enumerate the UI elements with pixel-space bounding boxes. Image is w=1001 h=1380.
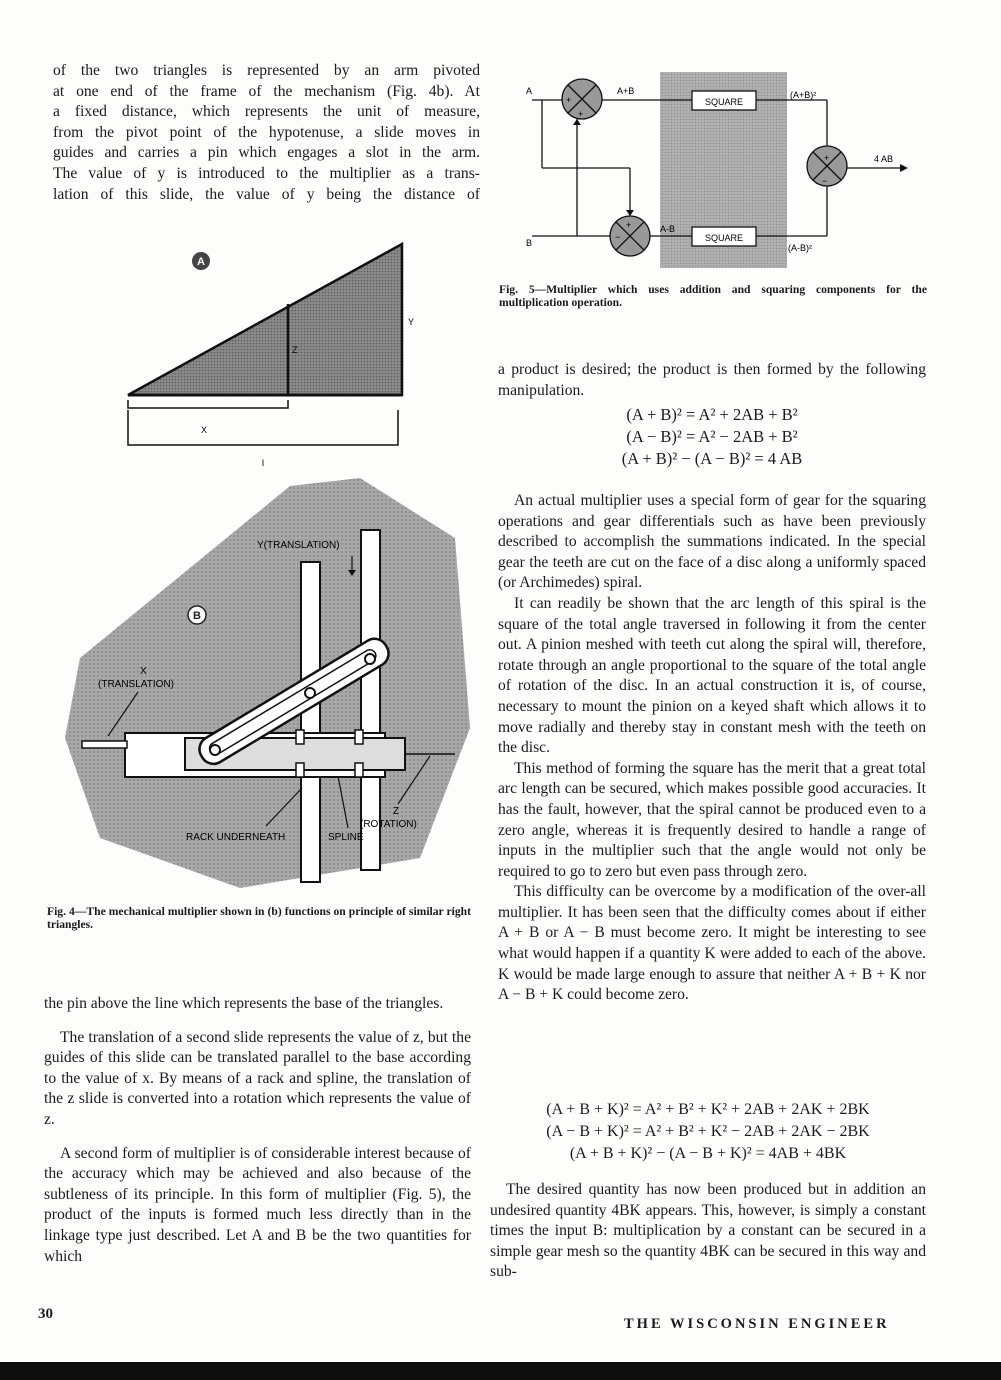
label-a-plus-b: A+B xyxy=(617,86,635,96)
label-rack: RACK UNDERNEATH xyxy=(186,832,286,843)
arrow-out xyxy=(900,164,908,172)
label-z: Z xyxy=(393,806,400,817)
equation: (A − B + K)² = A² + B² + K² − 2AB + 2AK − 2BK xyxy=(546,1123,870,1140)
label-out: 4 AB xyxy=(874,154,894,164)
brace-x xyxy=(128,400,288,408)
right-text-1 xyxy=(498,360,926,401)
arrowhead xyxy=(573,119,581,125)
text-line: from the pivot point of the hypotenuse, a slide moves in xyxy=(53,123,480,141)
figure-5 xyxy=(520,70,920,270)
left-bottom-text xyxy=(44,994,471,1267)
label-z-rotation: (ROTATION) xyxy=(360,819,417,830)
vertical-slide-left xyxy=(301,562,320,882)
arrowhead xyxy=(626,210,634,216)
label-spline: SPLINE xyxy=(328,832,364,843)
paragraph-translation: The translation of a second slide represents the value of z, but the guides of this slide can be translated parallel to the base according to the value of x. By means of a rack and spline, the translation of the z slide is converted into a rotation which represents the value of z. xyxy=(44,1028,471,1128)
label-b: B xyxy=(526,238,533,248)
paragraph-difficulty: This difficulty can be overcome by a modification of the over-all multiplier. It has been seen that the difficulty comes about if either A + B or A − B must become zero. It might be interesting to see what would happen if a quantity K were added to each of the above. K would be made large enough to assure that neither A + B + K nor A − B + K could become zero. xyxy=(498,883,926,1004)
label-z: Z xyxy=(292,345,298,355)
paragraph-method: This method of forming the square has the merit that a great total arc length can be secured, which makes possible good accuracies. It has the fault, however, that the spiral cannot be produced even to a zero angle, whereas it is frequently desired to handle a range of inputs in the multiplier such that the angle would not only be required to go to zero but even pass through zero. xyxy=(498,759,926,880)
brace-one xyxy=(128,410,398,445)
right-text-3 xyxy=(490,1180,926,1283)
label-x-translation: (TRANSLATION) xyxy=(98,679,174,690)
label-y: Y xyxy=(408,317,415,327)
paragraph-product: a product is desired; the product is then formed by the following manipulation. xyxy=(498,361,926,399)
paragraph-desired: The desired quantity has now been produced but in addition an undesired quantity 4BK appears. This, however, is simply a constant times the input B: multiplication by a constant can be secured in a simple gear mesh so the quantity 4BK can be secured in this way and sub- xyxy=(490,1181,926,1281)
equations-1 xyxy=(498,404,926,470)
pivot-pin xyxy=(210,745,220,755)
figure-5-caption: Fig. 5—Multiplier which uses addition and squaring components for the multiplication operation. xyxy=(499,283,927,309)
guide-block xyxy=(296,763,304,777)
sign: + xyxy=(824,153,830,163)
label-x: X xyxy=(200,425,208,435)
sign: − xyxy=(615,232,621,242)
badge-a: A xyxy=(197,256,205,268)
x-rod xyxy=(82,741,127,748)
slide-pin-left xyxy=(305,688,315,698)
text-line: The value of y is introduced to the multiplier as a trans- xyxy=(53,164,480,182)
equation: (A − B)² = A² − 2AB + B² xyxy=(626,427,798,446)
figure-4b xyxy=(60,478,475,896)
guide-block xyxy=(296,730,304,744)
equation: (A + B)² = A² + 2AB + B² xyxy=(626,405,798,424)
text-line: a fixed distance, which represents the unit of measure, xyxy=(53,103,480,121)
text-line: lation of this slide, the value of y being the distance of xyxy=(53,185,480,203)
label-one: I xyxy=(261,458,265,468)
slide-pin-right xyxy=(365,654,375,664)
equation: (A + B)² − (A − B)² = 4 AB xyxy=(621,449,803,468)
sign: − xyxy=(822,176,828,186)
figure-4a xyxy=(120,240,420,480)
label-sq-plus: (A+B)² xyxy=(790,90,817,100)
scan-edge xyxy=(0,1362,1001,1380)
square-top-label: SQUARE xyxy=(704,97,744,107)
paragraph-arc: It can readily be shown that the arc length of this spiral is the square of the total angle traversed in following it from the center out. A pinion meshed with teeth cut along the spiral will, therefore, rotate through an angle proportional to the square of the total angle of rotation of the disc. In an actual construction it is, of course, necessary to mount the pinion on a keyed shaft which allows it to move radially and thereby stay in constant mesh with the teeth on the disc. xyxy=(498,594,926,757)
guide-block xyxy=(355,730,363,744)
sign: + xyxy=(566,95,572,105)
label-sq-minus: (A-B)² xyxy=(788,243,812,253)
badge-b: B xyxy=(193,610,201,622)
sign: + xyxy=(626,220,632,230)
label-a-minus-b: A-B xyxy=(660,224,676,234)
paragraph-second-form: A second form of multiplier is of considerable interest because of the accuracy which may be achieved and also because of the subtleness of its principle. In this form of multiplier (Fig. 5), the product of the inputs is formed much less directly than in the linkage type just described. Let A and B be the two quantities for which xyxy=(44,1144,471,1265)
text-line: of the two triangles is represented by an arm pivoted xyxy=(53,62,480,79)
large-triangle xyxy=(128,244,402,395)
equation: (A + B + K)² = A² + B² + K² + 2AB + 2AK + 2BK xyxy=(546,1101,870,1118)
page-number: 30 xyxy=(38,1306,53,1322)
journal-title: THE WISCONSIN ENGINEER xyxy=(624,1316,890,1332)
label-x: X xyxy=(140,666,147,677)
text-line: guides and carries a pin which engages a slot in the arm. xyxy=(53,144,480,162)
paragraph-pin: the pin above the line which represents the base of the triangles. xyxy=(44,995,444,1012)
text-line: at one end of the frame of the mechanism (Fig. 4b). At xyxy=(53,82,480,100)
sign: + xyxy=(578,109,584,119)
equations-2 xyxy=(490,1099,926,1165)
guide-block xyxy=(355,763,363,777)
square-bottom-label: SQUARE xyxy=(704,233,744,243)
right-text-2 xyxy=(498,491,926,1006)
paragraph-actual: An actual multiplier uses a special form of gear for the squaring operations and gear differentials such as have been previously described to accomplish the summations indicated. In the special gear the teeth are cut on the face of a disc along a uniformly spaced (or Archimedes) spiral. xyxy=(498,492,926,592)
label-y-translation: Y(TRANSLATION) xyxy=(257,540,340,551)
left-top-text xyxy=(53,61,480,205)
figure-4-caption: Fig. 4—The mechanical multiplier shown in (b) functions on principle of similar right triangles. xyxy=(47,905,471,931)
label-a: A xyxy=(526,86,533,96)
equation: (A + B + K)² − (A − B + K)² = 4AB + 4BK xyxy=(569,1145,847,1162)
